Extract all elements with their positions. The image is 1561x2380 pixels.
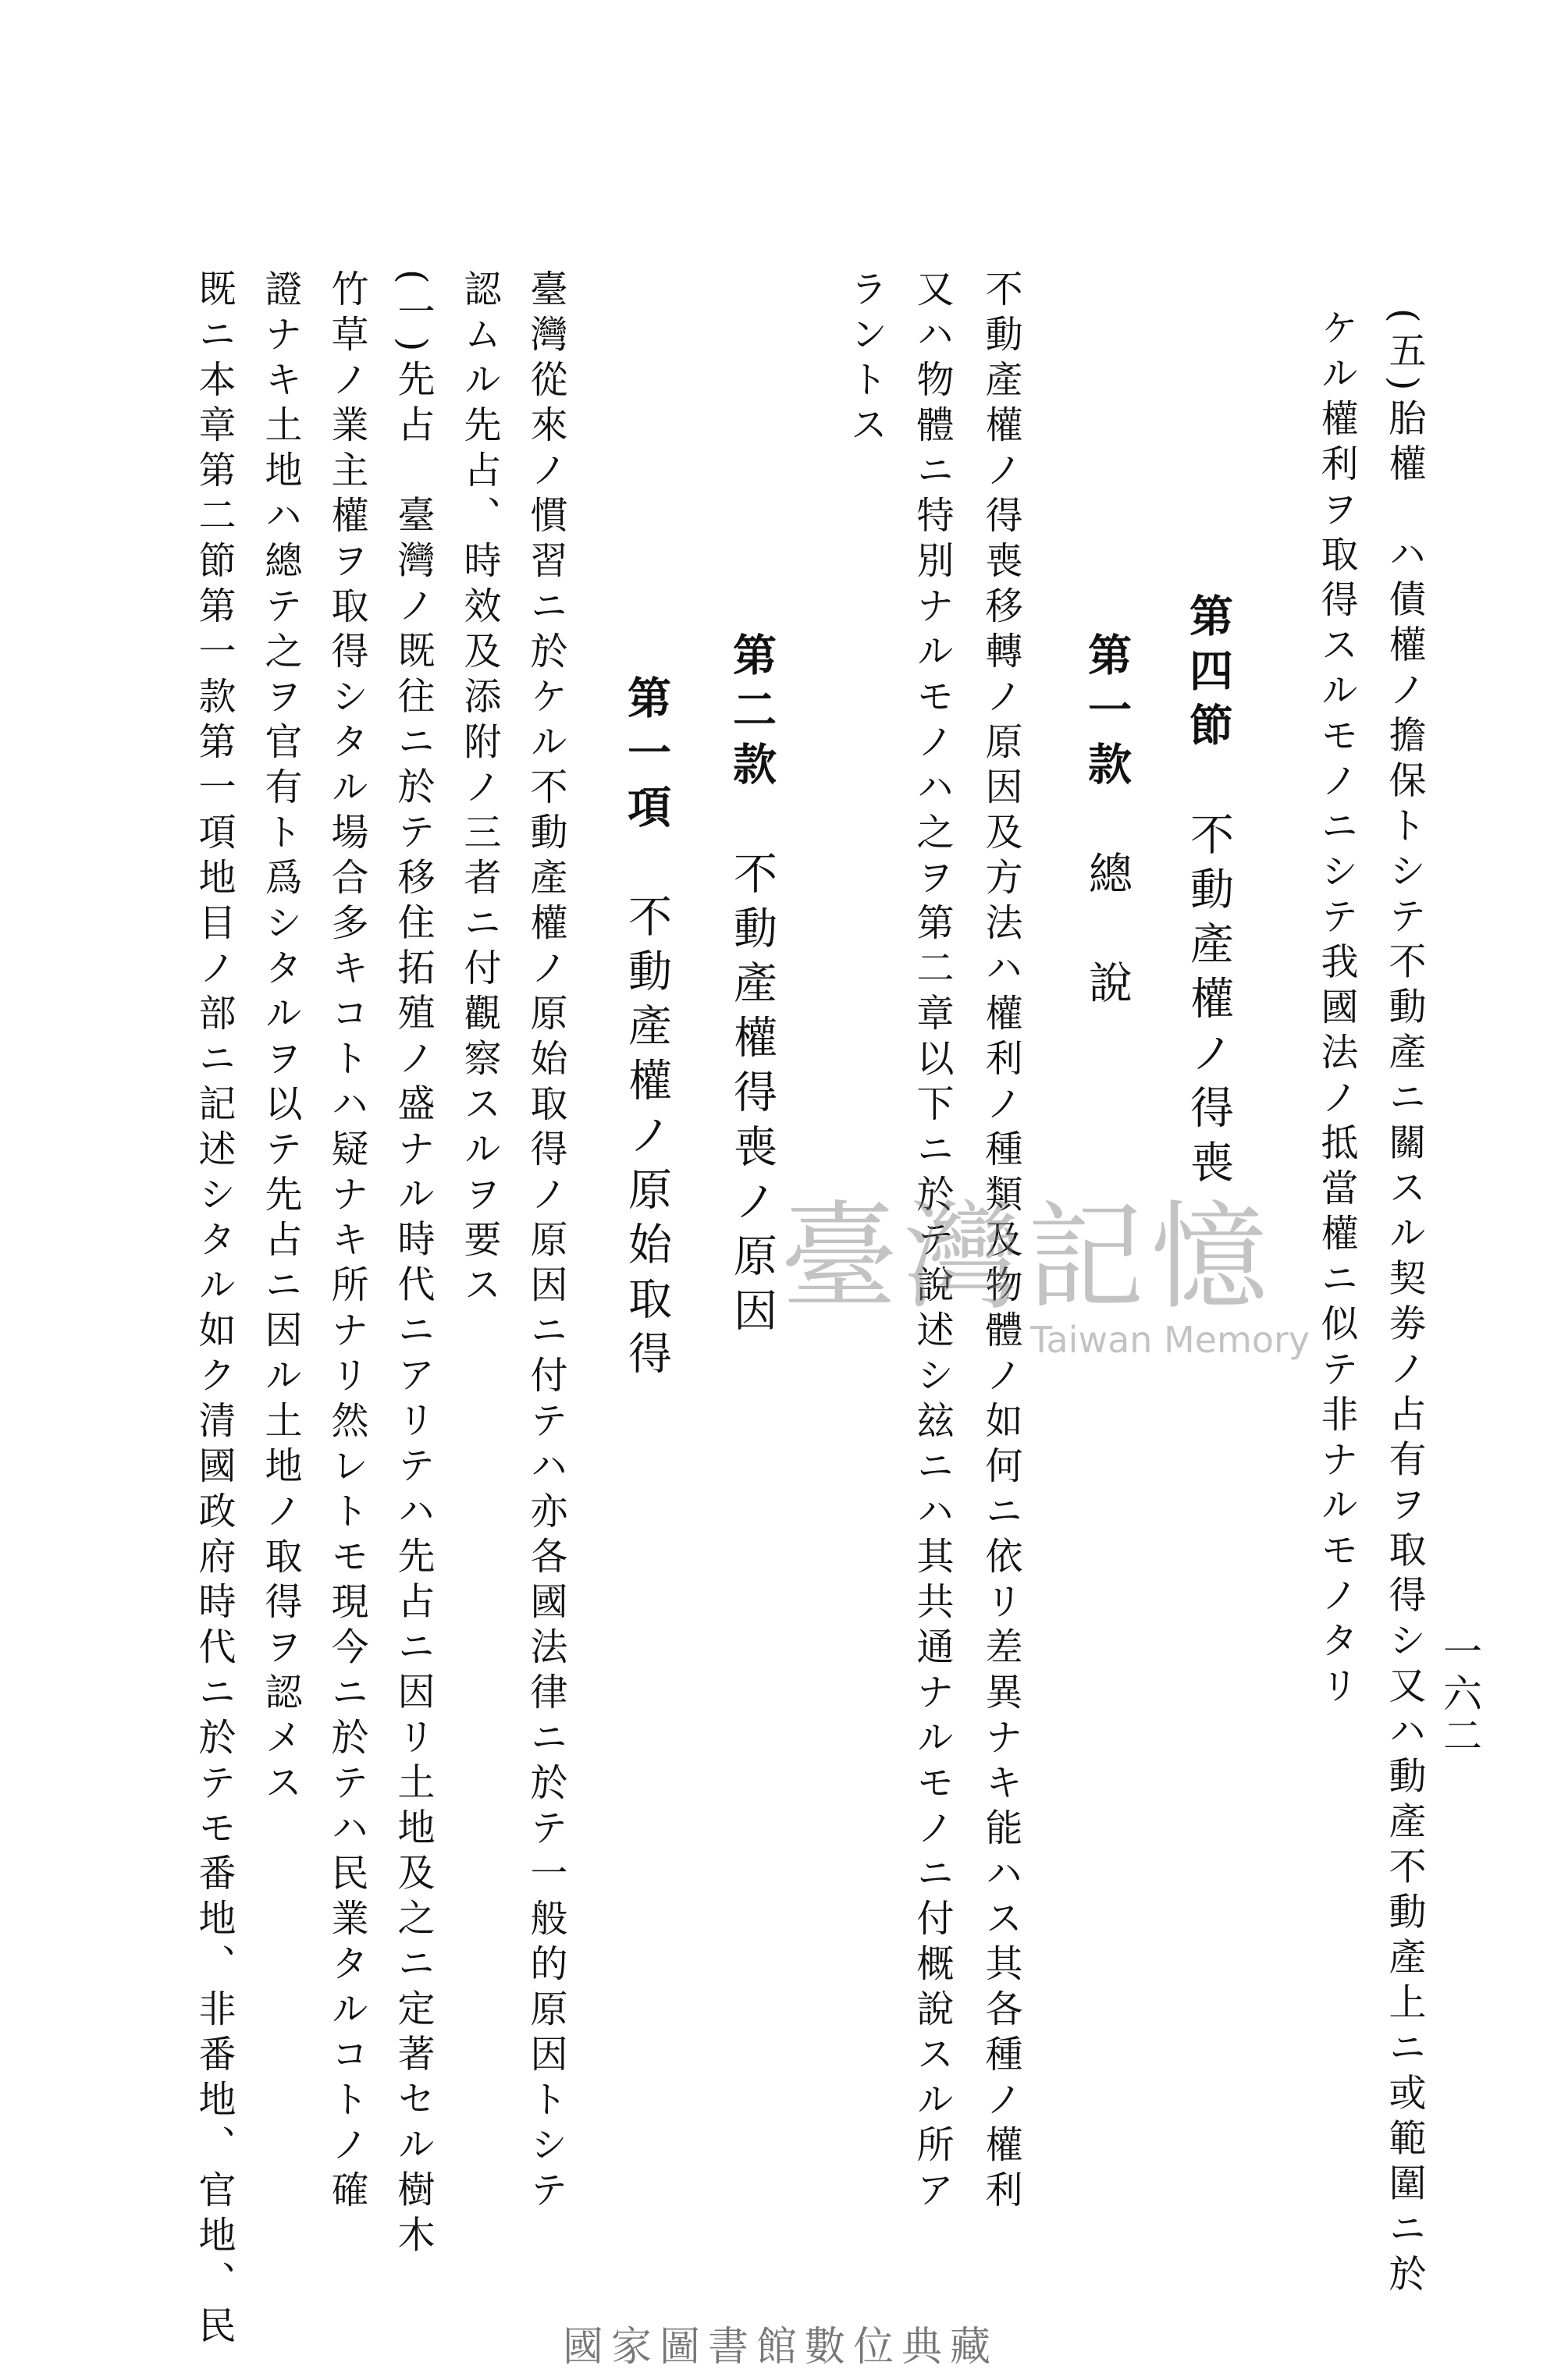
item-label: 第一項 xyxy=(620,675,672,839)
article-title: 不動產權得喪ノ原因 xyxy=(727,851,777,1342)
text-column-6: 臺灣從來ノ慣習ニ於ケル不動產權ノ原始取得ノ原因ニ付テハ亦各國法律ニ於テ一般的原因トシテ xyxy=(524,269,567,2215)
text-column-7: 認ムル先占、時效及添附ノ三者ニ付觀察スルヲ要ス xyxy=(457,269,501,1310)
text-column-11: 既ニ本章第二節第一款第一項地目ノ部ニ記述シタル如ク清國政府時代ニ於テモ番地、非番地、官地、民 xyxy=(192,269,236,2351)
watermark-chinese: 臺灣記憶 xyxy=(780,1190,1275,1326)
article-label: 第一款 xyxy=(1081,632,1133,796)
text-column-10: 證ナキ土地ハ總テ之ヲ官有ト爲シタルヲ以テ先占ニ因ル土地ノ取得ヲ認メス xyxy=(258,269,302,1808)
text-column-2: ケル權利ヲ取得スルモノニシテ我國法ノ抵當權ニ似テ非ナルモノタリ xyxy=(1314,308,1358,1711)
page-number: 一六二 xyxy=(1437,1631,1482,1757)
item-title: 不動產權ノ原始取得 xyxy=(621,893,672,1385)
article-heading-1 xyxy=(1081,632,1133,1014)
text-column-5: ラントス xyxy=(844,269,887,450)
footer-caption: 國家圖書館數位典藏 xyxy=(562,2324,998,2371)
article-label: 第二款 xyxy=(726,632,777,796)
section-label: 第四節 xyxy=(1182,593,1234,757)
item-heading-1 xyxy=(620,675,672,1385)
article-heading-2 xyxy=(726,632,777,1342)
section-heading xyxy=(1182,593,1234,1194)
watermark xyxy=(780,1163,1311,1366)
section-title: 不動產權ノ得喪 xyxy=(1183,812,1234,1194)
watermark-english: Taiwan Memory xyxy=(1030,1319,1310,1361)
text-column-8: (一)先占 臺灣ノ既往ニ於テ移住拓殖ノ盛ナル時代ニアリテハ先占ニ因リ土地及之ニ定著セル樹木 xyxy=(391,269,435,2261)
text-column-3: 不動產權ノ得喪移轉ノ原因及方法ハ權利ノ種類及物體ノ如何ニ依リ差異ナキ能ハス其各種ノ權利 xyxy=(979,269,1022,2215)
text-column-1: (五)胎權 ハ債權ノ擔保トシテ不動產ニ關スル契劵ノ占有ヲ取得シ又ハ動產不動產上ニ或範圍ニ於 xyxy=(1382,308,1426,2300)
article-title: 總 說 xyxy=(1082,851,1133,1014)
text-column-9: 竹草ノ業主權ヲ取得シタル場合多キコトハ疑ナキ所ナリ然レトモ現今ニ於テハ民業タルコトノ確 xyxy=(325,269,368,2215)
text-column-4: 又ハ物體ニ特別ナルモノハ之ヲ第二章以下ニ於テ說述シ玆ニハ其共通ナルモノニ付概說スル所ア xyxy=(910,269,954,2215)
